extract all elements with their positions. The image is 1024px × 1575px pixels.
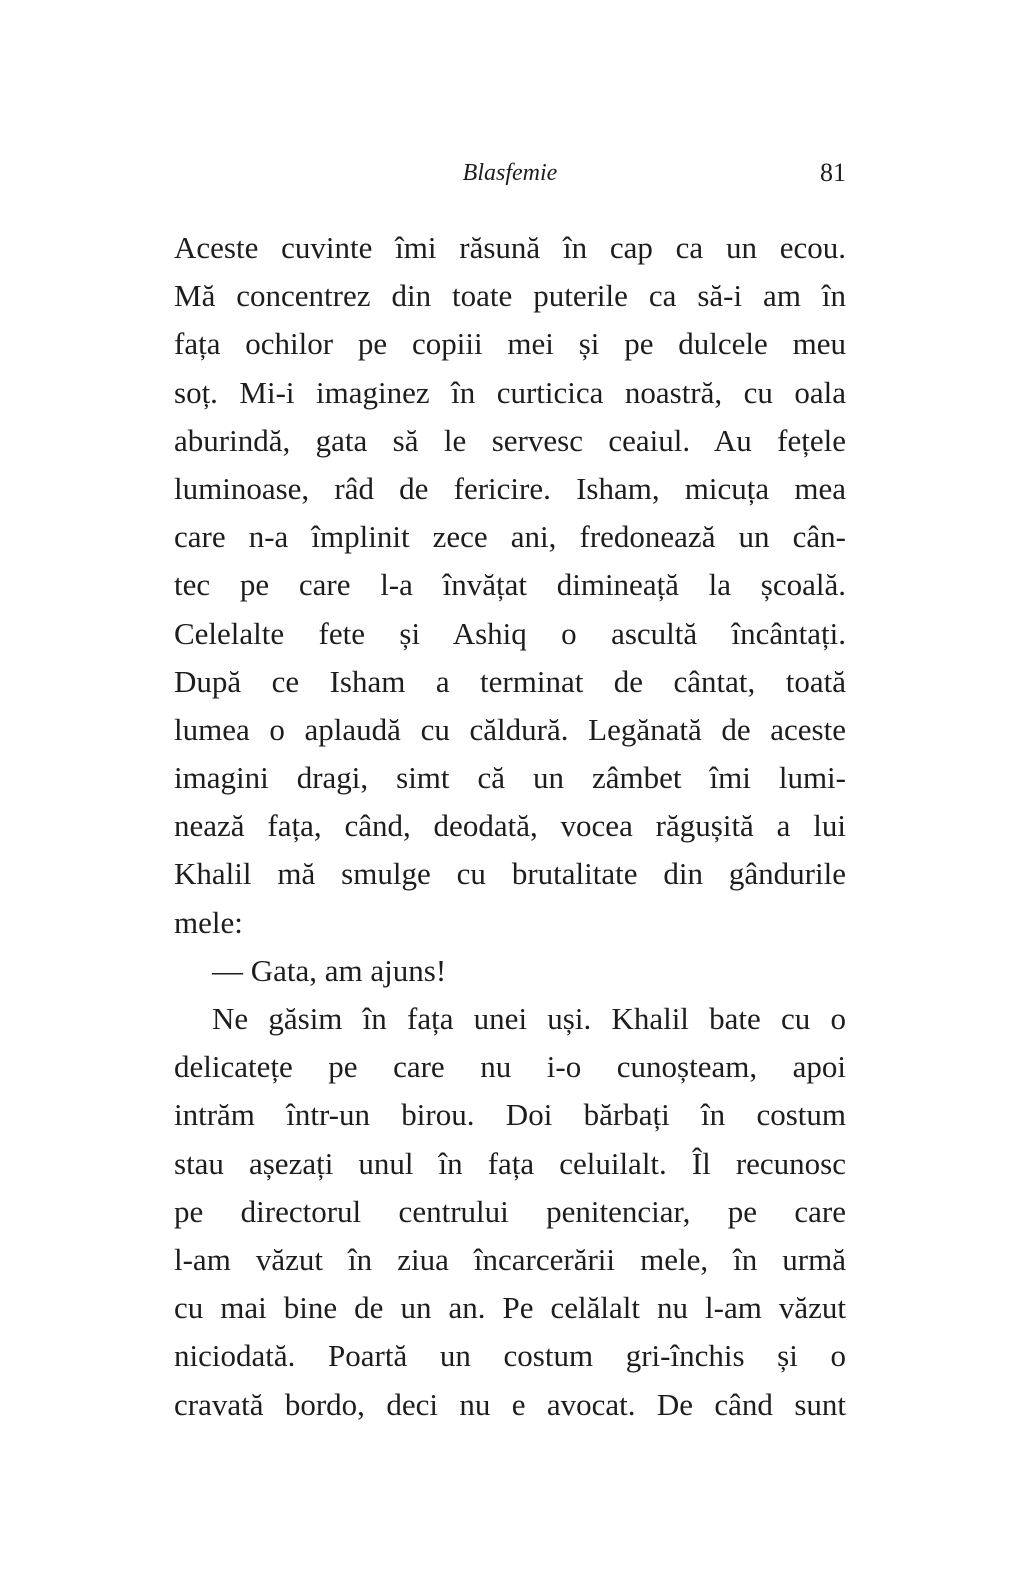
text-line: stau așezați unul în fața celuilalt. Îl recunosc xyxy=(174,1145,846,1181)
text-line: lumea o aplaudă cu căldură. Legănată de aceste xyxy=(174,711,846,747)
paragraph-first-line: Ne găsim în fața unei uși. Khalil bate cu o xyxy=(212,1001,846,1036)
text-line: care n-a împlinit zece ani, fredonează un cân- xyxy=(174,519,846,555)
text-line: pe directorul centrului penitenciar, pe care xyxy=(174,1193,846,1229)
text-line: cu mai bine de un an. Pe celălalt nu l-am văzut xyxy=(174,1290,846,1326)
text-line: aburindă, gata să le servesc ceaiul. Au fețele xyxy=(174,422,846,458)
text-line: delicatețe pe care nu i-o cunoșteam, apoi xyxy=(174,1049,846,1085)
text-line: imagini dragi, simt că un zâmbet îmi lumi- xyxy=(174,760,846,796)
text-line: cravată bordo, deci nu e avocat. De când sunt xyxy=(174,1386,846,1422)
text-line: soț. Mi-i imaginez în curticica noastră, cu oala xyxy=(174,374,846,410)
body-text xyxy=(174,224,846,1429)
text-line: intrăm într-un birou. Doi bărbați în costum xyxy=(174,1097,846,1133)
text-line: luminoase, râd de fericire. Isham, micuța mea xyxy=(174,470,846,506)
text-line: fața ochilor pe copiii mei și pe dulcele meu xyxy=(174,326,846,362)
running-head xyxy=(174,156,846,190)
text-line: Khalil mă smulge cu brutalitate din gândurile xyxy=(174,856,846,892)
text-line: Aceste cuvinte îmi răsună în cap ca un ecou. xyxy=(174,230,846,265)
text-line: nează fața, când, deodată, vocea răgușită a lui xyxy=(174,808,846,844)
text-line: După ce Isham a terminat de cântat, toată xyxy=(174,663,846,699)
text-line: l-am văzut în ziua încarcerării mele, în urmă xyxy=(174,1241,846,1277)
text-line: mele: xyxy=(174,904,243,940)
text-line: Celelalte fete și Ashiq o ascultă încântați. xyxy=(174,615,846,651)
text-line: tec pe care l-a învățat dimineață la școală. xyxy=(174,567,846,603)
dialogue-line: — Gata, am ajuns! xyxy=(212,952,447,988)
text-line: niciodată. Poartă un costum gri-închis și o xyxy=(174,1338,846,1374)
text-line: Mă concentrez din toate puterile ca să-i am în xyxy=(174,278,846,314)
running-title: Blasfemie xyxy=(462,160,558,186)
page-number: 81 xyxy=(820,158,846,187)
